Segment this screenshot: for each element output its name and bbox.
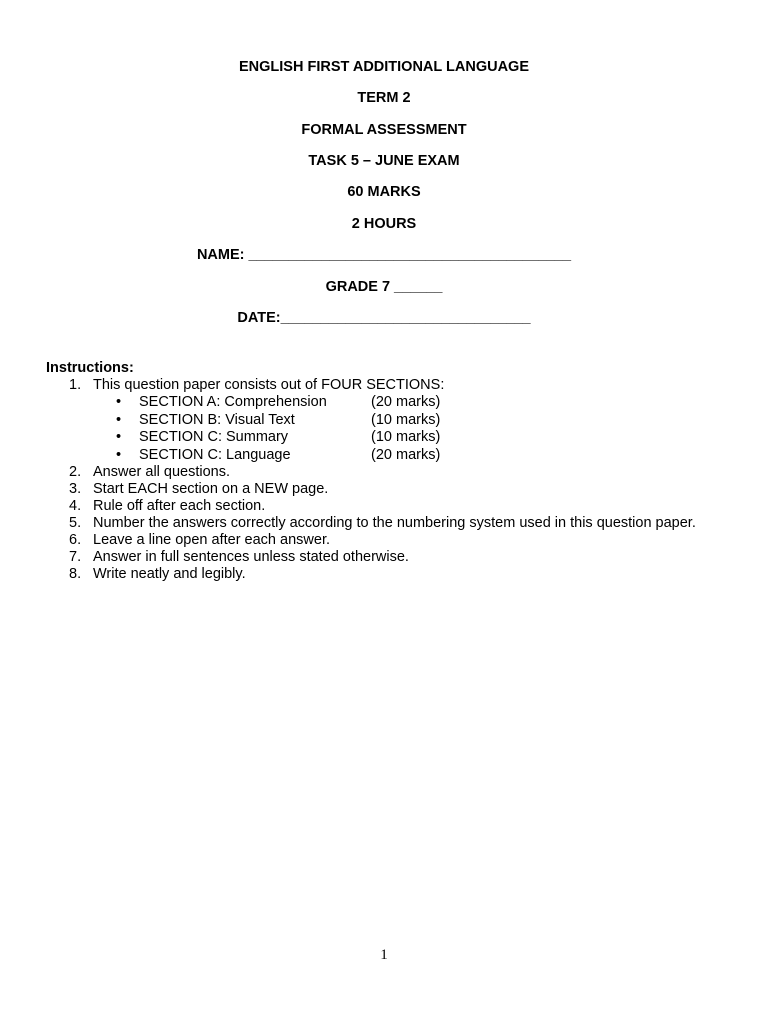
instruction-number: 1. — [69, 377, 82, 393]
instruction-number: 2. — [69, 464, 82, 480]
instruction-text: Answer all questions. — [93, 464, 231, 480]
task-label: TASK 5 – JUNE EXAM — [308, 153, 460, 169]
section-label: SECTION C: Language — [139, 446, 291, 463]
instruction-text: Rule off after each section. — [93, 498, 266, 514]
instruction-item — [46, 549, 726, 566]
instruction-text: Answer in full sentences unless stated otherwise. — [93, 549, 409, 565]
instruction-item — [46, 481, 726, 498]
page-number: 1 — [380, 947, 388, 963]
instruction-number: 4. — [69, 498, 82, 514]
instruction-item — [46, 532, 726, 549]
sections-list — [46, 394, 726, 464]
bullet-icon: • — [116, 429, 122, 445]
instruction-item — [46, 566, 726, 583]
instruction-text: Write neatly and legibly. — [93, 566, 246, 582]
instruction-text: Leave a line open after each answer. — [93, 532, 330, 548]
section-list-item — [46, 394, 726, 412]
instruction-item — [46, 464, 726, 481]
instructions-heading: Instructions: — [46, 360, 134, 376]
instruction-number: 6. — [69, 532, 82, 548]
section-label: SECTION C: Summary — [139, 429, 289, 445]
instruction-number: 7. — [69, 549, 82, 565]
section-marks: (10 marks) — [371, 429, 441, 445]
section-label: SECTION A: Comprehension — [139, 394, 327, 410]
instructions-block — [46, 360, 726, 583]
section-marks: (20 marks) — [371, 394, 441, 410]
instruction-number: 5. — [69, 515, 82, 531]
term-label: TERM 2 — [357, 90, 411, 106]
instruction-text: Number the answers correctly according to the numbering system used in this question paper. — [93, 515, 696, 531]
section-marks: (20 marks) — [371, 446, 441, 463]
instruction-item — [46, 498, 726, 515]
instruction-number: 8. — [69, 566, 82, 582]
name-field-line: NAME: ________________________________________ — [196, 247, 572, 263]
section-label: SECTION B: Visual Text — [139, 411, 295, 428]
bullet-icon: • — [116, 411, 122, 428]
bullet-icon: • — [116, 394, 122, 410]
grade-field-line: GRADE 7 ______ — [325, 279, 443, 295]
date-field-line: DATE:_______________________________ — [237, 310, 531, 326]
section-list-item — [46, 447, 726, 465]
duration-label: 2 HOURS — [351, 216, 417, 232]
assessment-label: FORMAL ASSESSMENT — [301, 122, 467, 138]
instruction-item — [46, 377, 726, 394]
bullet-icon: • — [116, 446, 122, 463]
section-marks: (10 marks) — [371, 411, 441, 428]
instruction-text: This question paper consists out of FOUR SECTIONS: — [93, 377, 445, 393]
instruction-item — [46, 515, 726, 532]
subject-title: ENGLISH FIRST ADDITIONAL LANGUAGE — [239, 59, 529, 75]
section-list-item — [46, 429, 726, 447]
marks-label: 60 MARKS — [347, 184, 421, 200]
instruction-text: Start EACH section on a NEW page. — [93, 481, 329, 497]
section-list-item — [46, 412, 726, 430]
instruction-number: 3. — [69, 481, 82, 497]
